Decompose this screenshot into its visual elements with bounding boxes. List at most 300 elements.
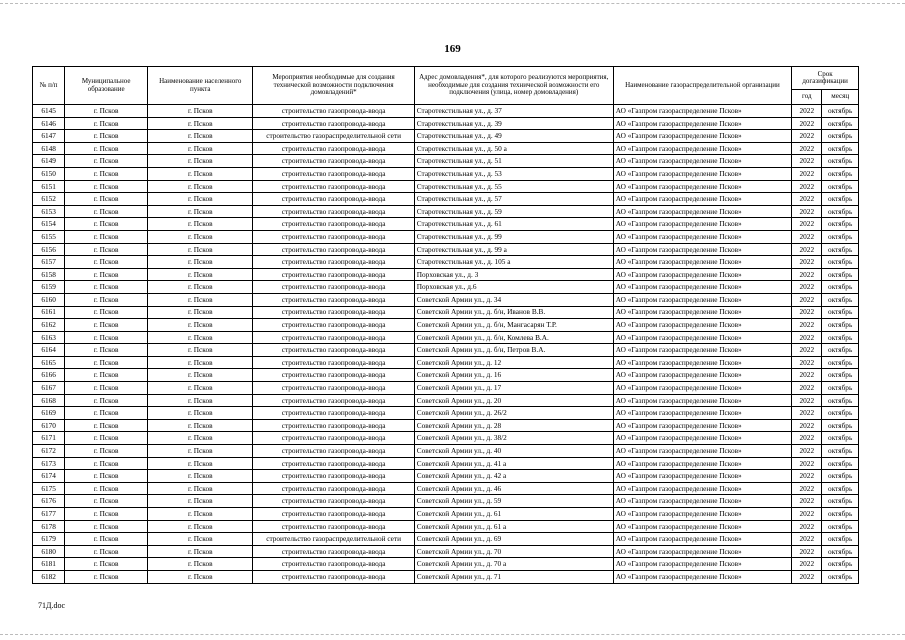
cell-municipality: г. Псков	[65, 558, 148, 571]
cell-address: Советской Армии ул., д. 16	[414, 369, 613, 382]
cell-activity: строительство газопровода-ввода	[253, 394, 414, 407]
cell-settlement: г. Псков	[148, 508, 253, 521]
cell-address: Старотекстильная ул., д. 50 а	[414, 142, 613, 155]
cell-settlement: г. Псков	[148, 155, 253, 168]
header-activity: Мероприятия необходимые для создания технической возможности подключения домовладений*	[253, 67, 414, 105]
cell-month: октябрь	[822, 205, 859, 218]
cell-municipality: г. Псков	[65, 356, 148, 369]
cell-num: 6174	[33, 470, 65, 483]
cell-activity: строительство газопровода-ввода	[253, 382, 414, 395]
cell-year: 2022	[792, 445, 822, 458]
cell-municipality: г. Псков	[65, 142, 148, 155]
cell-month: октябрь	[822, 180, 859, 193]
cell-municipality: г. Псков	[65, 545, 148, 558]
cell-num: 6146	[33, 117, 65, 130]
cell-settlement: г. Псков	[148, 243, 253, 256]
cell-year: 2022	[792, 142, 822, 155]
cell-municipality: г. Псков	[65, 155, 148, 168]
cell-year: 2022	[792, 570, 822, 583]
cell-num: 6173	[33, 457, 65, 470]
table-row	[33, 558, 859, 571]
cell-address: Советской Армии ул., д. 26/2	[414, 407, 613, 420]
cell-address: Советской Армии ул., д. 61 а	[414, 520, 613, 533]
cell-settlement: г. Псков	[148, 344, 253, 357]
cell-settlement: г. Псков	[148, 142, 253, 155]
cell-settlement: г. Псков	[148, 230, 253, 243]
cell-settlement: г. Псков	[148, 520, 253, 533]
table-row	[33, 319, 859, 332]
cell-month: октябрь	[822, 105, 859, 118]
cell-activity: строительство газопровода-ввода	[253, 142, 414, 155]
cell-organization: АО «Газпром газораспределение Псков»	[613, 331, 792, 344]
cell-organization: АО «Газпром газораспределение Псков»	[613, 117, 792, 130]
cell-year: 2022	[792, 205, 822, 218]
cell-month: октябрь	[822, 520, 859, 533]
cell-organization: АО «Газпром газораспределение Псков»	[613, 167, 792, 180]
cell-num: 6147	[33, 130, 65, 143]
cell-activity: строительство газопровода-ввода	[253, 344, 414, 357]
cell-municipality: г. Псков	[65, 331, 148, 344]
header-address: Адрес домовладения*, для которого реализуются мероприятия, необходимые для создания технической возможности его подключения (улица, номер домовладения)	[414, 67, 613, 105]
table-row	[33, 306, 859, 319]
cell-year: 2022	[792, 243, 822, 256]
cell-municipality: г. Псков	[65, 482, 148, 495]
cell-num: 6176	[33, 495, 65, 508]
cell-settlement: г. Псков	[148, 268, 253, 281]
cell-year: 2022	[792, 117, 822, 130]
table-row	[33, 508, 859, 521]
cell-activity: строительство газопровода-ввода	[253, 193, 414, 206]
cell-municipality: г. Псков	[65, 256, 148, 269]
cell-num: 6149	[33, 155, 65, 168]
cell-month: октябрь	[822, 130, 859, 143]
cell-settlement: г. Псков	[148, 306, 253, 319]
cell-municipality: г. Псков	[65, 470, 148, 483]
cell-num: 6158	[33, 268, 65, 281]
cell-address: Советской Армии ул., д. 59	[414, 495, 613, 508]
cell-activity: строительство газопровода-ввода	[253, 495, 414, 508]
cell-address: Советской Армии ул., д. 70 а	[414, 558, 613, 571]
cell-organization: АО «Газпром газораспределение Псков»	[613, 382, 792, 395]
cell-settlement: г. Псков	[148, 319, 253, 332]
cell-municipality: г. Псков	[65, 533, 148, 546]
cell-month: октябрь	[822, 533, 859, 546]
cell-activity: строительство газопровода-ввода	[253, 445, 414, 458]
cell-municipality: г. Псков	[65, 205, 148, 218]
cell-organization: АО «Газпром газораспределение Псков»	[613, 495, 792, 508]
cell-organization: АО «Газпром газораспределение Псков»	[613, 457, 792, 470]
table-row	[33, 394, 859, 407]
table-row	[33, 155, 859, 168]
cell-municipality: г. Псков	[65, 457, 148, 470]
cell-settlement: г. Псков	[148, 482, 253, 495]
cell-activity: строительство газораспределительной сети	[253, 533, 414, 546]
cell-settlement: г. Псков	[148, 356, 253, 369]
cell-settlement: г. Псков	[148, 558, 253, 571]
table-row	[33, 256, 859, 269]
cell-organization: АО «Газпром газораспределение Псков»	[613, 344, 792, 357]
cell-activity: строительство газопровода-ввода	[253, 155, 414, 168]
cell-municipality: г. Псков	[65, 230, 148, 243]
cell-address: Старотекстильная ул., д. 99 а	[414, 243, 613, 256]
cell-year: 2022	[792, 508, 822, 521]
cell-num: 6151	[33, 180, 65, 193]
cell-organization: АО «Газпром газораспределение Псков»	[613, 243, 792, 256]
cell-settlement: г. Псков	[148, 130, 253, 143]
table-row	[33, 457, 859, 470]
cell-settlement: г. Псков	[148, 432, 253, 445]
cell-organization: АО «Газпром газораспределение Псков»	[613, 281, 792, 294]
cell-activity: строительство газопровода-ввода	[253, 457, 414, 470]
gasification-table	[32, 66, 859, 584]
cell-municipality: г. Псков	[65, 180, 148, 193]
cell-year: 2022	[792, 281, 822, 294]
cell-municipality: г. Псков	[65, 369, 148, 382]
cell-year: 2022	[792, 218, 822, 231]
table-row	[33, 570, 859, 583]
cell-organization: АО «Газпром газораспределение Псков»	[613, 155, 792, 168]
table-row	[33, 281, 859, 294]
cell-municipality: г. Псков	[65, 218, 148, 231]
page-number: 169	[444, 43, 461, 55]
cell-address: Старотекстильная ул., д. 61	[414, 218, 613, 231]
cell-organization: АО «Газпром газораспределение Псков»	[613, 445, 792, 458]
cell-num: 6182	[33, 570, 65, 583]
cell-organization: АО «Газпром газораспределение Псков»	[613, 230, 792, 243]
cell-year: 2022	[792, 167, 822, 180]
cell-activity: строительство газопровода-ввода	[253, 205, 414, 218]
cell-activity: строительство газопровода-ввода	[253, 256, 414, 269]
cell-num: 6163	[33, 331, 65, 344]
table-row	[33, 167, 859, 180]
cell-activity: строительство газопровода-ввода	[253, 520, 414, 533]
cell-year: 2022	[792, 520, 822, 533]
cell-organization: АО «Газпром газораспределение Псков»	[613, 407, 792, 420]
cell-address: Советской Армии ул., д. 41 а	[414, 457, 613, 470]
cell-address: Советской Армии ул., д. 28	[414, 419, 613, 432]
cell-settlement: г. Псков	[148, 256, 253, 269]
table-row	[33, 432, 859, 445]
cell-address: Порховская ул., д. 3	[414, 268, 613, 281]
table-row	[33, 419, 859, 432]
cell-activity: строительство газопровода-ввода	[253, 306, 414, 319]
cell-activity: строительство газопровода-ввода	[253, 319, 414, 332]
cell-organization: АО «Газпром газораспределение Псков»	[613, 293, 792, 306]
cell-municipality: г. Псков	[65, 432, 148, 445]
cell-year: 2022	[792, 382, 822, 395]
table-row	[33, 230, 859, 243]
cell-num: 6162	[33, 319, 65, 332]
cell-month: октябрь	[822, 243, 859, 256]
cell-month: октябрь	[822, 570, 859, 583]
cell-municipality: г. Псков	[65, 130, 148, 143]
cell-month: октябрь	[822, 142, 859, 155]
table-row	[33, 180, 859, 193]
cell-settlement: г. Псков	[148, 407, 253, 420]
cell-month: октябрь	[822, 293, 859, 306]
cell-activity: строительство газопровода-ввода	[253, 369, 414, 382]
cell-municipality: г. Псков	[65, 570, 148, 583]
cell-settlement: г. Псков	[148, 394, 253, 407]
cell-activity: строительство газопровода-ввода	[253, 432, 414, 445]
cell-organization: АО «Газпром газораспределение Псков»	[613, 520, 792, 533]
cell-organization: АО «Газпром газораспределение Псков»	[613, 218, 792, 231]
cell-month: октябрь	[822, 155, 859, 168]
cell-activity: строительство газопровода-ввода	[253, 570, 414, 583]
cell-activity: строительство газопровода-ввода	[253, 105, 414, 118]
cell-organization: АО «Газпром газораспределение Псков»	[613, 482, 792, 495]
cell-address: Советской Армии ул., д. б/н, Комлева В.А.	[414, 331, 613, 344]
cell-year: 2022	[792, 495, 822, 508]
cell-address: Советской Армии ул., д. 40	[414, 445, 613, 458]
cell-address: Советской Армии ул., д. 69	[414, 533, 613, 546]
cell-year: 2022	[792, 256, 822, 269]
cell-year: 2022	[792, 331, 822, 344]
cell-address: Советской Армии ул., д. б/н, Мангасарян Т.Р.	[414, 319, 613, 332]
cell-organization: АО «Газпром газораспределение Псков»	[613, 356, 792, 369]
cell-organization: АО «Газпром газораспределение Псков»	[613, 369, 792, 382]
cell-municipality: г. Псков	[65, 445, 148, 458]
table-header	[33, 67, 859, 105]
cell-organization: АО «Газпром газораспределение Псков»	[613, 570, 792, 583]
table-row	[33, 382, 859, 395]
cell-activity: строительство газопровода-ввода	[253, 218, 414, 231]
cell-activity: строительство газопровода-ввода	[253, 558, 414, 571]
cell-address: Порховская ул., д.6	[414, 281, 613, 294]
cell-address: Советской Армии ул., д. 71	[414, 570, 613, 583]
cell-organization: АО «Газпром газораспределение Псков»	[613, 142, 792, 155]
cell-month: октябрь	[822, 482, 859, 495]
cell-month: октябрь	[822, 268, 859, 281]
table-body	[33, 105, 859, 584]
cell-month: октябрь	[822, 167, 859, 180]
cell-settlement: г. Псков	[148, 193, 253, 206]
cell-year: 2022	[792, 394, 822, 407]
cell-num: 6181	[33, 558, 65, 571]
cell-settlement: г. Псков	[148, 457, 253, 470]
cell-organization: АО «Газпром газораспределение Псков»	[613, 130, 792, 143]
cell-activity: строительство газопровода-ввода	[253, 508, 414, 521]
cell-month: октябрь	[822, 457, 859, 470]
cell-activity: строительство газораспределительной сети	[253, 130, 414, 143]
cell-num: 6170	[33, 419, 65, 432]
cell-address: Старотекстильная ул., д. 39	[414, 117, 613, 130]
cell-settlement: г. Псков	[148, 369, 253, 382]
cell-activity: строительство газопровода-ввода	[253, 407, 414, 420]
cell-num: 6178	[33, 520, 65, 533]
cell-address: Советской Армии ул., д. б/н, Иванов В.В.	[414, 306, 613, 319]
cell-organization: АО «Газпром газораспределение Псков»	[613, 508, 792, 521]
cell-num: 6159	[33, 281, 65, 294]
cell-month: октябрь	[822, 193, 859, 206]
cell-year: 2022	[792, 319, 822, 332]
cell-settlement: г. Псков	[148, 117, 253, 130]
cell-address: Старотекстильная ул., д. 53	[414, 167, 613, 180]
cell-num: 6180	[33, 545, 65, 558]
cell-activity: строительство газопровода-ввода	[253, 356, 414, 369]
cell-settlement: г. Псков	[148, 281, 253, 294]
cell-organization: АО «Газпром газораспределение Псков»	[613, 256, 792, 269]
header-organization: Наименование газораспределительной организации	[613, 67, 792, 105]
cell-year: 2022	[792, 105, 822, 118]
cell-num: 6165	[33, 356, 65, 369]
cell-num: 6172	[33, 445, 65, 458]
header-month: месяц	[822, 90, 859, 105]
table-row	[33, 117, 859, 130]
cell-address: Советской Армии ул., д. 61	[414, 508, 613, 521]
table-row	[33, 533, 859, 546]
cell-municipality: г. Псков	[65, 306, 148, 319]
table-row	[33, 495, 859, 508]
cell-organization: АО «Газпром газораспределение Псков»	[613, 432, 792, 445]
cell-activity: строительство газопровода-ввода	[253, 230, 414, 243]
cell-address: Старотекстильная ул., д. 59	[414, 205, 613, 218]
cell-address: Советской Армии ул., д. 46	[414, 482, 613, 495]
cell-settlement: г. Псков	[148, 205, 253, 218]
cell-organization: АО «Газпром газораспределение Псков»	[613, 545, 792, 558]
cell-month: октябрь	[822, 432, 859, 445]
cell-municipality: г. Псков	[65, 293, 148, 306]
cell-settlement: г. Псков	[148, 570, 253, 583]
table-row	[33, 205, 859, 218]
cell-organization: АО «Газпром газораспределение Псков»	[613, 193, 792, 206]
cell-activity: строительство газопровода-ввода	[253, 545, 414, 558]
cell-month: октябрь	[822, 369, 859, 382]
cell-year: 2022	[792, 268, 822, 281]
cell-settlement: г. Псков	[148, 545, 253, 558]
cell-month: октябрь	[822, 256, 859, 269]
cell-month: октябрь	[822, 281, 859, 294]
table-row	[33, 470, 859, 483]
cell-address: Советской Армии ул., д. 42 а	[414, 470, 613, 483]
cell-organization: АО «Газпром газораспределение Псков»	[613, 268, 792, 281]
table-row	[33, 482, 859, 495]
table-row	[33, 268, 859, 281]
cell-organization: АО «Газпром газораспределение Псков»	[613, 558, 792, 571]
cell-month: октябрь	[822, 558, 859, 571]
cell-year: 2022	[792, 533, 822, 546]
cell-num: 6148	[33, 142, 65, 155]
cell-year: 2022	[792, 432, 822, 445]
cell-settlement: г. Псков	[148, 533, 253, 546]
cell-organization: АО «Газпром газораспределение Псков»	[613, 533, 792, 546]
cell-activity: строительство газопровода-ввода	[253, 281, 414, 294]
cell-municipality: г. Псков	[65, 419, 148, 432]
table-row	[33, 520, 859, 533]
cell-municipality: г. Псков	[65, 495, 148, 508]
cell-organization: АО «Газпром газораспределение Псков»	[613, 319, 792, 332]
cell-municipality: г. Псков	[65, 520, 148, 533]
scan-bottom-edge	[0, 634, 905, 635]
cell-activity: строительство газопровода-ввода	[253, 470, 414, 483]
cell-num: 6167	[33, 382, 65, 395]
cell-organization: АО «Газпром газораспределение Псков»	[613, 105, 792, 118]
cell-num: 6160	[33, 293, 65, 306]
cell-year: 2022	[792, 155, 822, 168]
cell-year: 2022	[792, 180, 822, 193]
cell-municipality: г. Псков	[65, 407, 148, 420]
cell-municipality: г. Псков	[65, 281, 148, 294]
cell-month: октябрь	[822, 508, 859, 521]
cell-month: октябрь	[822, 407, 859, 420]
cell-settlement: г. Псков	[148, 495, 253, 508]
cell-year: 2022	[792, 130, 822, 143]
cell-municipality: г. Псков	[65, 394, 148, 407]
cell-year: 2022	[792, 545, 822, 558]
table-row	[33, 218, 859, 231]
cell-month: октябрь	[822, 306, 859, 319]
cell-settlement: г. Псков	[148, 180, 253, 193]
cell-settlement: г. Псков	[148, 218, 253, 231]
cell-municipality: г. Псков	[65, 243, 148, 256]
scan-top-edge	[0, 3, 905, 4]
cell-num: 6169	[33, 407, 65, 420]
cell-year: 2022	[792, 369, 822, 382]
cell-municipality: г. Псков	[65, 167, 148, 180]
cell-month: октябрь	[822, 331, 859, 344]
cell-year: 2022	[792, 558, 822, 571]
footer-filename: 71Д.doc	[38, 601, 66, 610]
cell-address: Советской Армии ул., д. 12	[414, 356, 613, 369]
cell-organization: АО «Газпром газораспределение Псков»	[613, 394, 792, 407]
cell-municipality: г. Псков	[65, 508, 148, 521]
table-row	[33, 142, 859, 155]
cell-num: 6164	[33, 344, 65, 357]
cell-municipality: г. Псков	[65, 344, 148, 357]
cell-num: 6166	[33, 369, 65, 382]
cell-year: 2022	[792, 293, 822, 306]
cell-address: Советской Армии ул., д. 70	[414, 545, 613, 558]
table-row	[33, 105, 859, 118]
cell-activity: строительство газопровода-ввода	[253, 180, 414, 193]
cell-month: октябрь	[822, 495, 859, 508]
cell-activity: строительство газопровода-ввода	[253, 293, 414, 306]
cell-month: октябрь	[822, 230, 859, 243]
header-settlement: Наименование населенного пункта	[148, 67, 253, 105]
table-row	[33, 293, 859, 306]
cell-month: октябрь	[822, 382, 859, 395]
table-row	[33, 445, 859, 458]
cell-num: 6153	[33, 205, 65, 218]
table-row	[33, 356, 859, 369]
header-num: № п/п	[33, 67, 65, 105]
cell-address: Старотекстильная ул., д. 37	[414, 105, 613, 118]
cell-month: октябрь	[822, 445, 859, 458]
cell-year: 2022	[792, 193, 822, 206]
header-municipality: Муниципальное образование	[65, 67, 148, 105]
cell-organization: АО «Газпром газораспределение Псков»	[613, 180, 792, 193]
cell-year: 2022	[792, 344, 822, 357]
cell-month: октябрь	[822, 419, 859, 432]
cell-month: октябрь	[822, 545, 859, 558]
cell-address: Советской Армии ул., д. 17	[414, 382, 613, 395]
cell-num: 6177	[33, 508, 65, 521]
cell-settlement: г. Псков	[148, 445, 253, 458]
cell-year: 2022	[792, 407, 822, 420]
cell-address: Советской Армии ул., д. б/н, Петров В.А.	[414, 344, 613, 357]
cell-num: 6155	[33, 230, 65, 243]
cell-year: 2022	[792, 230, 822, 243]
cell-municipality: г. Псков	[65, 319, 148, 332]
cell-organization: АО «Газпром газораспределение Псков»	[613, 419, 792, 432]
cell-month: октябрь	[822, 394, 859, 407]
table-row	[33, 545, 859, 558]
cell-municipality: г. Псков	[65, 117, 148, 130]
cell-activity: строительство газопровода-ввода	[253, 419, 414, 432]
cell-municipality: г. Псков	[65, 268, 148, 281]
cell-address: Советской Армии ул., д. 38/2	[414, 432, 613, 445]
cell-address: Старотекстильная ул., д. 51	[414, 155, 613, 168]
